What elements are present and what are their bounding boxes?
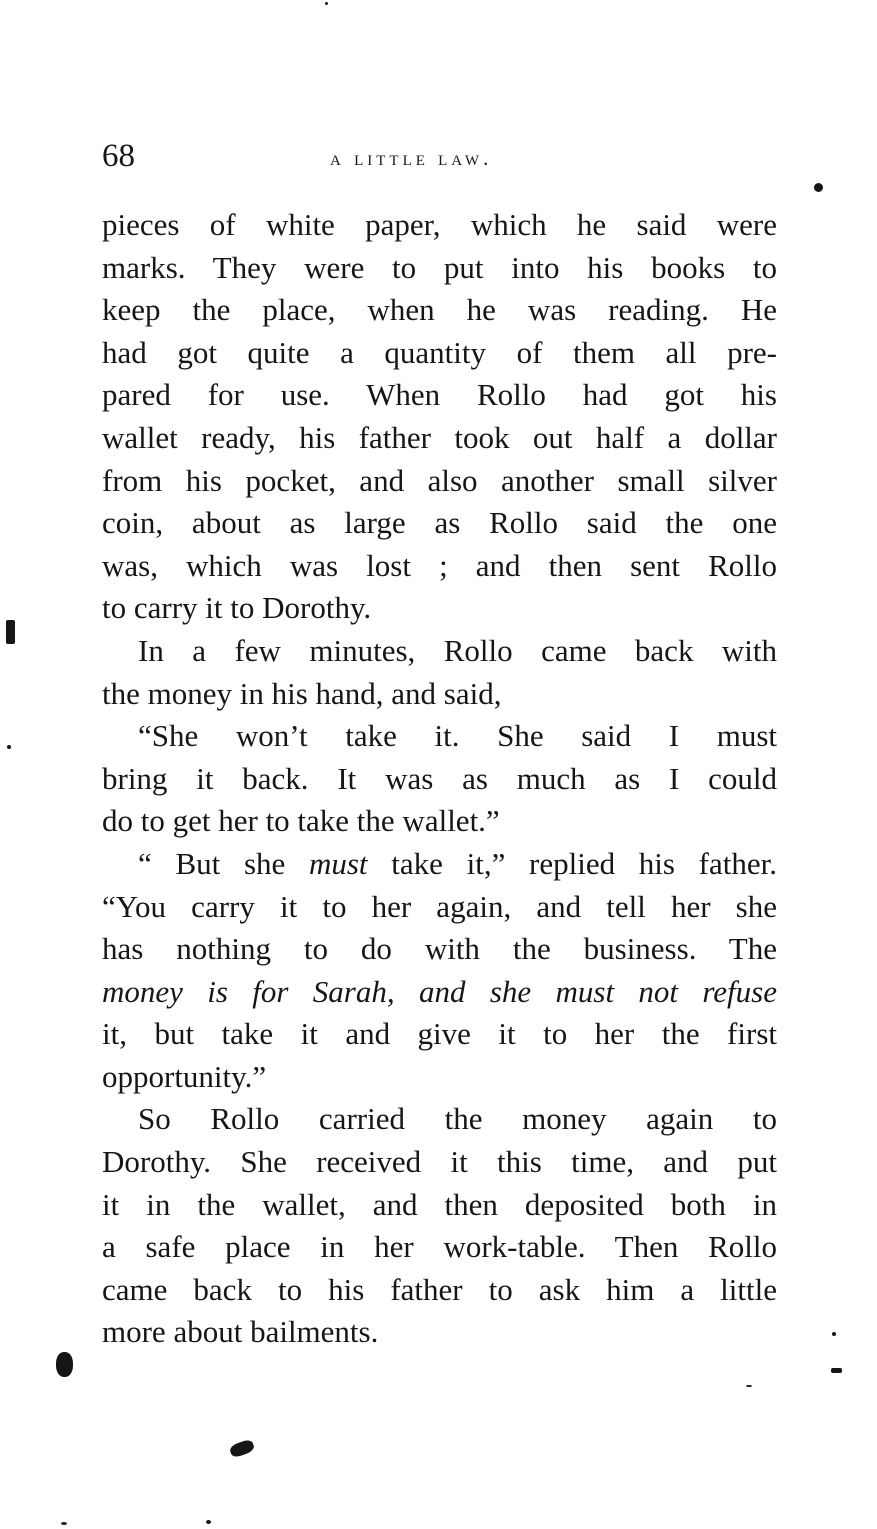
text-line: it in the wallet, and then deposited both in — [102, 1186, 777, 1222]
text-line: to carry it to Dorothy. — [102, 590, 372, 626]
text-line — [102, 843, 777, 886]
ink-speck — [7, 745, 11, 749]
text-line: “You carry it to her again, and tell her she — [102, 888, 777, 924]
text-run: “ But she — [138, 845, 309, 881]
body-text — [102, 204, 777, 1354]
italic-text: must — [308, 845, 368, 881]
text-line: marks. They were to put into his books to — [102, 249, 777, 285]
ink-speck — [6, 620, 15, 644]
ink-speck — [325, 2, 328, 5]
text-line — [102, 971, 777, 1014]
text-line: “She won’t take it. She said I must — [138, 718, 777, 754]
text-line: keep the place, when he was reading. He — [102, 292, 777, 328]
page-number: 68 — [102, 138, 135, 174]
text-line: pieces of white paper, which he said were — [102, 207, 777, 242]
italic-text: refuse — [678, 973, 777, 1009]
text-line: a safe place in her work-table. Then Rollo — [102, 1229, 777, 1265]
ink-speck — [206, 1520, 211, 1524]
text-line: had got quite a quantity of them all pre- — [102, 334, 777, 370]
italic-text: money is for Sarah, and she — [102, 973, 556, 1009]
text-line: more about bailments. — [102, 1314, 379, 1350]
text-line: came back to his father to ask him a little — [102, 1271, 777, 1307]
ink-speck — [56, 1352, 73, 1377]
ink-speck — [61, 1522, 67, 1525]
italic-text: must not — [555, 973, 679, 1009]
text-line: was, which was lost ; and then sent Rollo — [102, 547, 777, 583]
text-line: So Rollo carried the money again to — [138, 1101, 777, 1137]
text-line: it, but take it and give it to her the first — [102, 1016, 777, 1052]
text-line: the money in his hand, and said, — [102, 675, 502, 711]
text-line: from his pocket, and also another small silver — [102, 462, 777, 498]
text-run: take it,” replied his father. — [367, 845, 777, 881]
text-line: Dorothy. She received it this time, and put — [102, 1144, 777, 1180]
text-line: wallet ready, his father took out half a dollar — [102, 419, 777, 455]
ink-speck — [831, 1368, 842, 1373]
running-head: a little law. — [330, 146, 493, 170]
text-line: In a few minutes, Rollo came back with — [138, 632, 777, 668]
ink-speck — [814, 183, 823, 192]
text-line: pared for use. When Rollo had got his — [102, 377, 777, 413]
text-line: do to get her to take the wallet.” — [102, 803, 500, 839]
text-line: has nothing to do with the business. The — [102, 931, 777, 967]
text-line: bring it back. It was as much as I could — [102, 760, 777, 796]
ink-speck — [832, 1332, 836, 1336]
ink-speck — [229, 1438, 256, 1458]
text-line: coin, about as large as Rollo said the one — [102, 505, 777, 541]
text-line: opportunity.” — [102, 1058, 267, 1094]
ink-speck — [746, 1385, 752, 1387]
